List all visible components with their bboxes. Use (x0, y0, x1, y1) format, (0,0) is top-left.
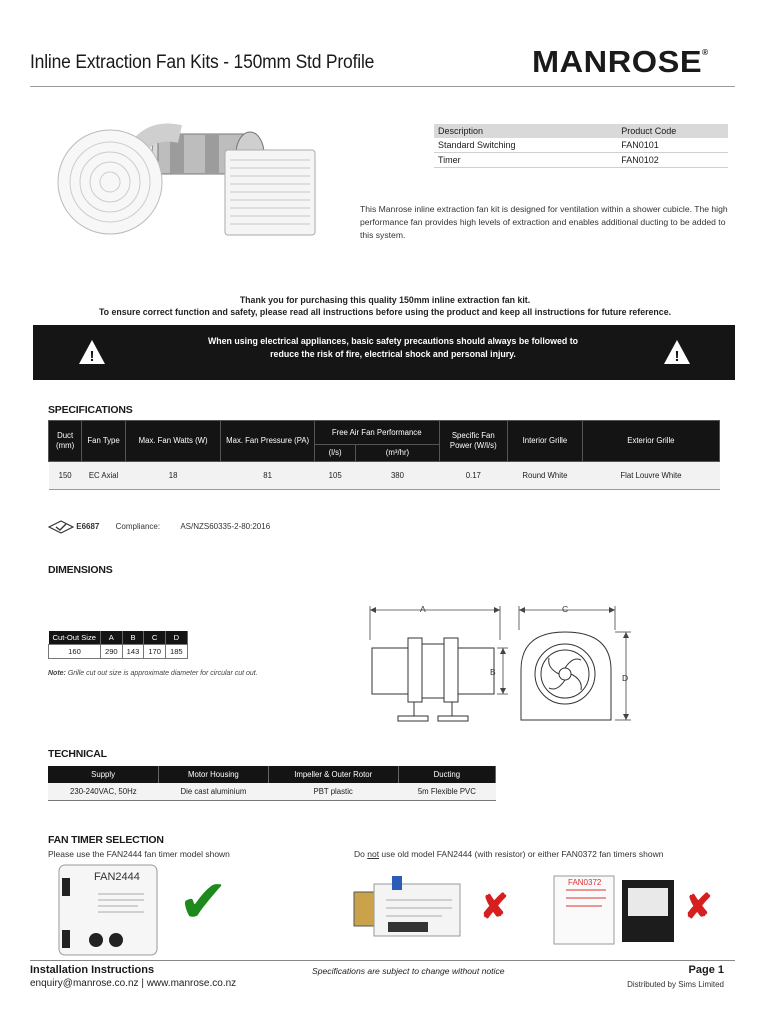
exterior-grille-header: Exterior Grille (582, 421, 719, 462)
warning-text: When using electrical appliances, basic safety precautions should always be followed to reduce the risk of fire, electrical shock and personal injury. (207, 336, 579, 359)
donot-pre: Do (354, 849, 368, 859)
timer-use-text: Please use the FAN2444 fan timer model shown (48, 849, 230, 859)
spec-max-pressure: 81 (221, 462, 314, 490)
svg-text:FAN2444: FAN2444 (94, 871, 140, 883)
spec-ls: 105 (314, 462, 356, 490)
timer-selection-heading: FAN TIMER SELECTION (48, 834, 164, 846)
specifications-table (48, 420, 720, 490)
compliance-standard: AS/NZS60335-2-80:2016 (180, 522, 271, 532)
supply-header: Supply (48, 766, 159, 783)
fan0372-timer-image (552, 872, 676, 948)
impeller-value: PBT plastic (268, 783, 398, 801)
dim-c-header: C (144, 631, 166, 645)
product-description: Timer (434, 153, 551, 168)
cut-out-header: Cut-Out Size (49, 631, 101, 645)
spec-specific-power: 0.17 (439, 462, 508, 490)
motor-housing-header: Motor Housing (159, 766, 269, 783)
table-row (48, 783, 496, 801)
fan-type-header: Fan Type (82, 421, 126, 462)
spec-interior-grille: Round White (508, 462, 583, 490)
rcm-mark-icon (48, 520, 74, 534)
spec-fan-type: EC Axial (82, 462, 126, 490)
cut-out-table (48, 631, 188, 659)
page-title: Inline Extraction Fan Kits - 150mm Std Profile (30, 52, 375, 73)
dim-d-value: 185 (165, 645, 187, 659)
dim-a-value: 290 (100, 645, 122, 659)
svg-text:!: ! (89, 348, 95, 365)
dimensions-heading: DIMENSIONS (48, 564, 113, 576)
table-row (434, 153, 728, 168)
checkmark-icon: ✔ (178, 868, 229, 935)
compliance-mark: E6687 (76, 522, 100, 532)
interior-grille-header: Interior Grille (508, 421, 583, 462)
motor-housing-value: Die cast aluminium (159, 783, 269, 801)
cross-icon: ✘ (684, 888, 713, 926)
fan-kit-product-image (40, 112, 340, 242)
svg-text:FAN0372: FAN0372 (568, 878, 602, 887)
product-description: Standard Switching (434, 138, 551, 153)
thank-you-line: Thank you for purchasing this quality 150mm inline extraction fan kit. (239, 295, 531, 305)
spec-m3hr: 380 (356, 462, 439, 490)
dim-label-b: B (490, 667, 496, 677)
compliance-label: Compliance: (115, 522, 161, 532)
impeller-header: Impeller & Outer Rotor (268, 766, 398, 783)
ducting-header: Ducting (398, 766, 495, 783)
max-pressure-header: Max. Fan Pressure (PA) (221, 421, 314, 462)
supply-value: 230-240VAC, 50Hz (48, 783, 159, 801)
instructions-line: To ensure correct function and safety, please read all instructions before using the product and keep all instructions for future reference. (98, 307, 672, 317)
footer-distributor: Distributed by Sims Limited (627, 980, 724, 989)
old-fan-timer-resistor-image (352, 874, 462, 942)
cross-icon: ✘ (480, 888, 509, 926)
max-watts-header: Max. Fan Watts (W) (125, 421, 221, 462)
donot-post: use old model FAN2444 (with resistor) or either FAN0372 fan timers shown (379, 849, 664, 859)
m3hr-header: (m³/hr) (356, 445, 439, 462)
product-code: FAN0102 (551, 153, 728, 168)
footer-contact: enquiry@manrose.co.nz | www.manrose.co.nz (30, 978, 237, 989)
description-header: Description (434, 124, 551, 138)
header-divider (30, 86, 735, 87)
duct-header: Duct (mm) (49, 421, 82, 462)
cut-out-note (48, 670, 258, 677)
footer-title: Installation Instructions (30, 964, 155, 976)
dim-d-header: D (165, 631, 187, 645)
product-code-table (434, 124, 728, 168)
table-row (49, 645, 188, 659)
fan-front-view-drawing (515, 600, 640, 730)
spec-max-watts: 18 (125, 462, 221, 490)
dim-c-value: 170 (144, 645, 166, 659)
fan-timer-correct-image (58, 864, 158, 956)
spec-duct: 150 (49, 462, 82, 490)
dim-a-header: A (100, 631, 122, 645)
page-number: Page 1 (688, 964, 724, 976)
ducting-value: 5m Flexible PVC (398, 783, 495, 801)
donot-not: not (367, 849, 380, 859)
product-code-header: Product Code (551, 124, 728, 138)
technical-table (48, 766, 496, 801)
dim-b-header: B (122, 631, 144, 645)
warning-triangle-icon (78, 339, 106, 365)
dim-label-d: D (622, 673, 629, 683)
specifications-heading: SPECIFICATIONS (48, 404, 133, 416)
ls-header: (l/s) (314, 445, 356, 462)
registered-mark: ® (702, 48, 709, 57)
product-code: FAN0101 (551, 138, 728, 153)
thank-you-note (30, 294, 740, 318)
dim-label-a: A (420, 604, 426, 614)
compliance-line (48, 520, 270, 534)
safety-warning-banner (33, 325, 735, 380)
note-label: Note: (48, 670, 66, 677)
dim-label-c: C (562, 604, 569, 614)
brand-logo (532, 44, 709, 80)
dim-b-value: 143 (122, 645, 144, 659)
footer-divider (30, 960, 735, 961)
intro-paragraph: This Manrose inline extraction fan kit is designed for ventilation within a shower cubicle. The high performance fan provides high levels of extraction and enables additional ducting to be added to this system. (360, 204, 728, 240)
warning-triangle-icon (663, 339, 691, 365)
note-text: Grille cut out size is approximate diameter for circular cut out. (65, 670, 258, 677)
table-row (49, 462, 720, 490)
specific-power-header: Specific Fan Power (W/l/s) (439, 421, 508, 462)
cut-out-value: 160 (49, 645, 101, 659)
brand-name: MANROSE (532, 44, 703, 79)
spec-exterior-grille: Flat Louvre White (582, 462, 719, 490)
svg-text:!: ! (674, 348, 680, 365)
timer-donot-text (354, 849, 663, 859)
technical-heading: TECHNICAL (48, 748, 107, 760)
table-row (434, 138, 728, 153)
free-air-header: Free Air Fan Performance (314, 421, 439, 445)
footer-notice: Specifications are subject to change without notice (312, 966, 505, 976)
fan-side-view-drawing (362, 600, 512, 730)
